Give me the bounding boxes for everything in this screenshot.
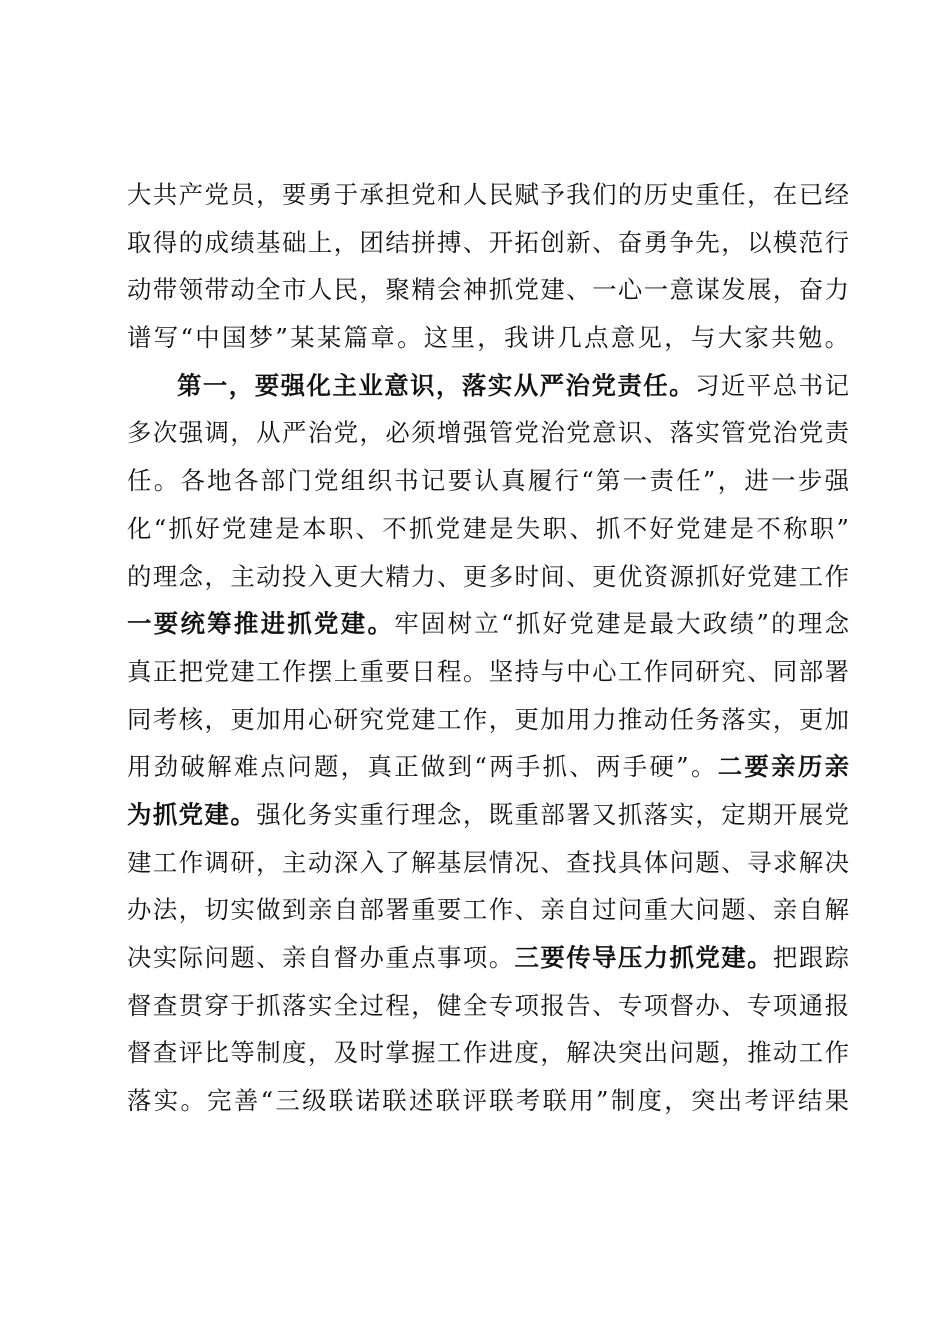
- text-line: 任。各地各部门党组织书记要认真履行“第一责任”，进一步强: [127, 466, 849, 496]
- text-line: 的理念，主动投入更大精力、更多时间、更优资源抓好党建工作: [127, 561, 849, 591]
- text-line: 落实。完善“三级联诺联述联评联考联用”制度，突出考评结果: [127, 1086, 849, 1116]
- text-run: 牢固树立“抓好党建是最大政绩”的理念: [394, 609, 849, 639]
- section-heading: 第一，要强化主业意识，落实从严治党责任。: [177, 370, 696, 400]
- point-title: 二要亲历亲: [717, 752, 849, 782]
- section-heading-line: [127, 362, 849, 410]
- text-run: 用劲破解难点问题，真正做到“两手抓、两手硬”。: [127, 752, 718, 782]
- point-title: 为抓党建。: [127, 799, 257, 829]
- point-line: [127, 600, 849, 648]
- text-line: 建工作调研，主动深入了解基层情况、查找具体问题、寻求解决: [127, 847, 849, 877]
- point-title: 三要传导压力抓党建。: [514, 943, 773, 972]
- text-line: 督查评比等制度，及时掌握工作进度，解决突出问题，推动工作: [127, 1038, 849, 1068]
- text-line: 督查贯穿于抓落实全过程，健全专项报告、专项督办、专项通报: [127, 990, 849, 1020]
- text-line: 真正把党建工作摆上重要日程。坚持与中心工作同研究、同部署: [127, 656, 849, 686]
- point-line: [127, 934, 849, 982]
- point-title: 一要统筹推进抓党建。: [127, 609, 395, 639]
- text-line: 同考核，更加用心研究党建工作，更加用力推动任务落实，更加: [127, 704, 849, 734]
- text-line: 取得的成绩基础上，团结拼搏、开拓创新、奋勇争先，以模范行: [127, 227, 849, 257]
- text-run: 把跟踪: [772, 943, 849, 972]
- point-line: [127, 791, 849, 839]
- text-run: 决实际问题、亲自督办重点事项。: [127, 943, 515, 972]
- text-line: 谱写“中国梦”某某篇章。这里，我讲几点意见，与大家共勉。: [127, 323, 849, 353]
- text-run: 习近平总书记: [695, 370, 849, 400]
- text-line: 办法，切实做到亲自部署重要工作、亲自过问重大问题、亲自解: [127, 895, 849, 925]
- point-line: [127, 743, 849, 791]
- text-run: 强化务实重行理念，既重部署又抓落实，定期开展党: [256, 799, 849, 829]
- text-line: 化“抓好党建是本职、不抓党建是失职、抓不好党建是不称职”: [127, 513, 849, 543]
- body-text: [127, 171, 849, 1125]
- text-line: 动带领带动全市人民，聚精会神抓党建、一心一意谋发展，奋力: [127, 275, 849, 305]
- text-line: 大共产党员，要勇于承担党和人民赋予我们的历史重任，在已经: [127, 180, 849, 209]
- text-line: 多次强调，从严治党，必须增强管党治党意识、落实管党治党责: [127, 418, 849, 448]
